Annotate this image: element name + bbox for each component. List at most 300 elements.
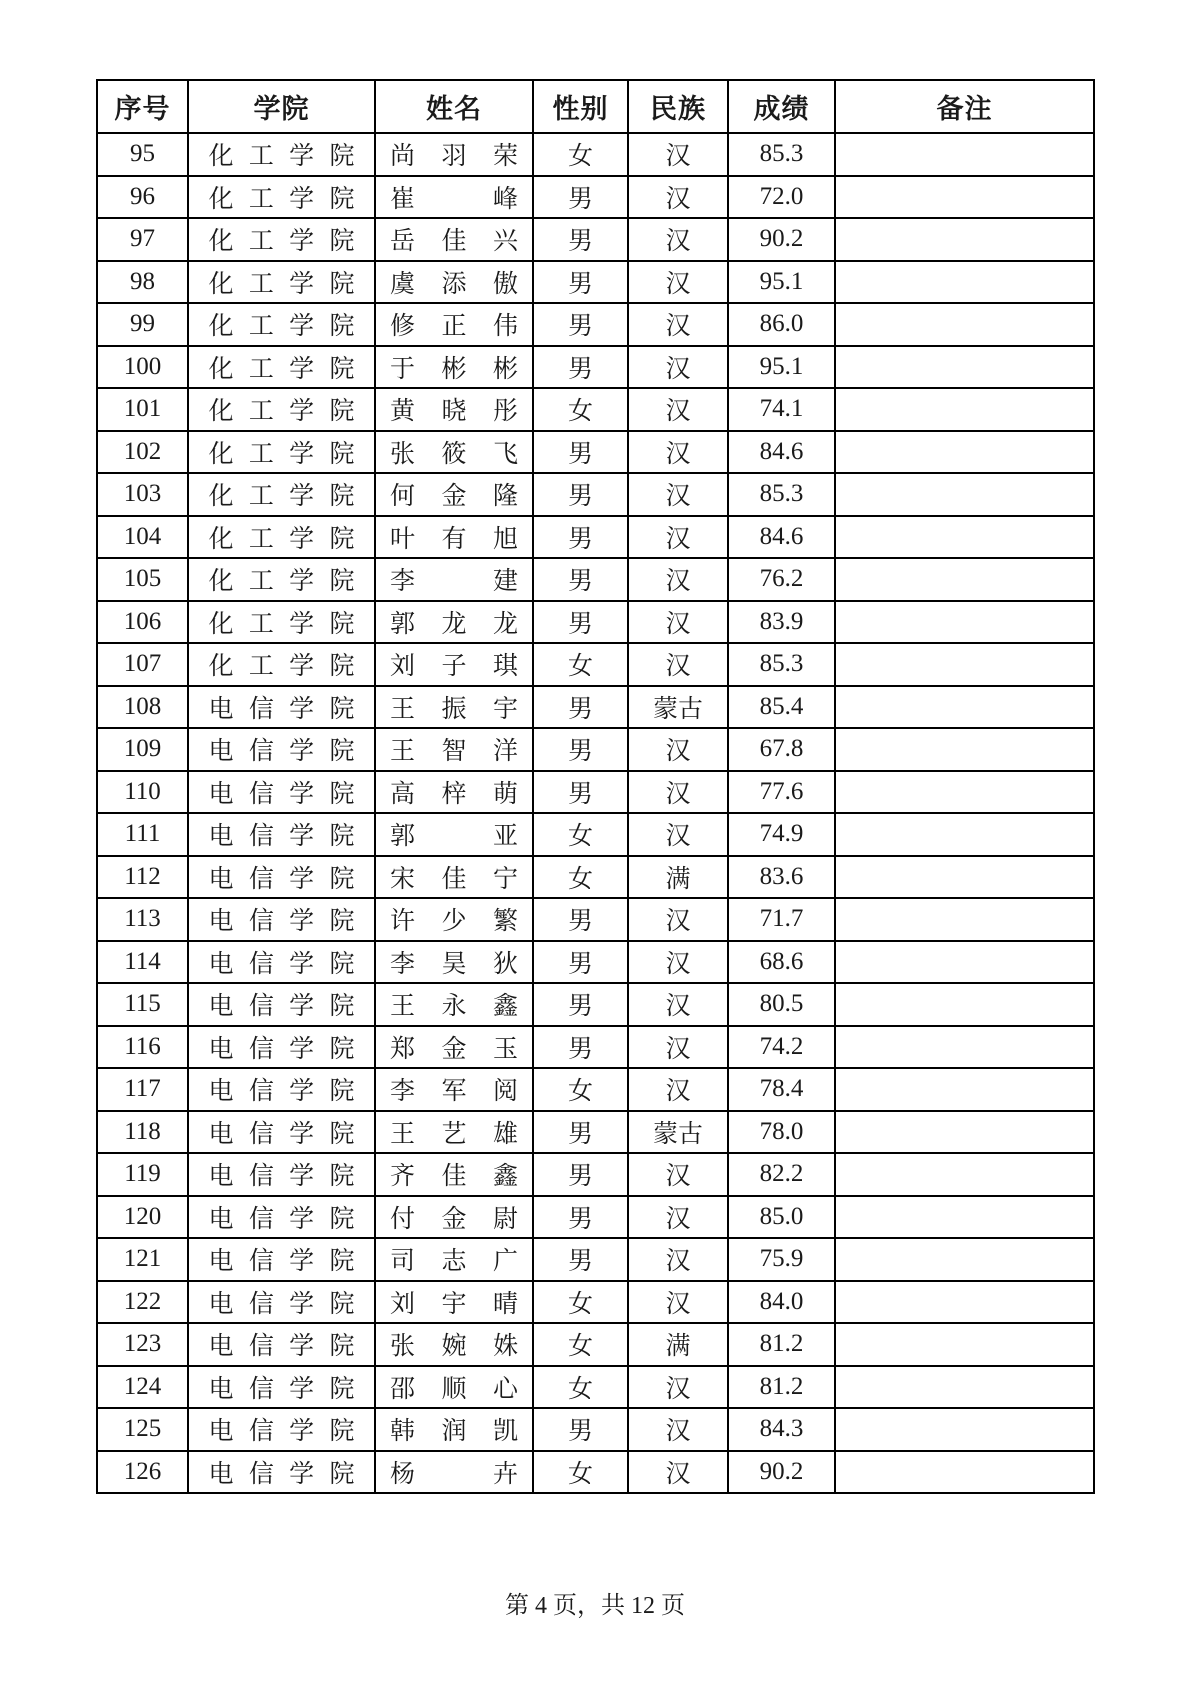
cell-name: [375, 516, 533, 559]
name-text: 韩润凯: [390, 1418, 518, 1446]
cell-ethnicity: 汉: [628, 133, 728, 176]
table-row: [97, 1281, 1094, 1324]
cell-ethnicity: 汉: [628, 941, 728, 984]
cell-gender: 男: [533, 261, 628, 304]
college-text: 电信学院: [208, 908, 355, 936]
college-text: 电信学院: [208, 1078, 355, 1106]
cell-index: 109: [97, 728, 188, 771]
table-row: [97, 1366, 1094, 1409]
table-row: [97, 983, 1094, 1026]
cell-index: 115: [97, 983, 188, 1026]
cell-college: [188, 218, 375, 261]
cell-score: 84.6: [728, 516, 835, 559]
cell-ethnicity: 汉: [628, 558, 728, 601]
cell-remark: [835, 1111, 1094, 1154]
cell-score: 67.8: [728, 728, 835, 771]
college-text: 化工学院: [208, 483, 355, 511]
college-text: 化工学院: [208, 313, 355, 341]
table-row: [97, 1026, 1094, 1069]
cell-college: [188, 1026, 375, 1069]
college-text: 电信学院: [208, 993, 355, 1021]
cell-index: 96: [97, 176, 188, 219]
table-row: [97, 133, 1094, 176]
cell-ethnicity: 汉: [628, 1153, 728, 1196]
cell-remark: [835, 1408, 1094, 1451]
header-cell-ethnicity: 民族: [628, 80, 728, 133]
name-text: 李军阅: [390, 1078, 518, 1106]
cell-name: [375, 983, 533, 1026]
header-cell-name: 姓名: [375, 80, 533, 133]
cell-index: 125: [97, 1408, 188, 1451]
cell-name: [375, 1153, 533, 1196]
table-row: [97, 686, 1094, 729]
cell-remark: [835, 431, 1094, 474]
cell-name: [375, 856, 533, 899]
cell-score: 78.4: [728, 1068, 835, 1111]
college-text: 化工学院: [208, 355, 355, 383]
cell-remark: [835, 473, 1094, 516]
cell-gender: 男: [533, 1111, 628, 1154]
college-text: 电信学院: [208, 865, 355, 893]
cell-remark: [835, 1281, 1094, 1324]
cell-gender: 女: [533, 1451, 628, 1494]
cell-college: [188, 516, 375, 559]
cell-gender: 女: [533, 1281, 628, 1324]
college-text: 电信学院: [208, 1460, 355, 1488]
cell-name: [375, 941, 533, 984]
cell-remark: [835, 643, 1094, 686]
name-text: 郭亚: [390, 823, 518, 851]
cell-college: [188, 601, 375, 644]
name-text: 黄晓彤: [390, 398, 518, 426]
cell-ethnicity: 汉: [628, 431, 728, 474]
cell-index: 122: [97, 1281, 188, 1324]
cell-ethnicity: 汉: [628, 1026, 728, 1069]
cell-score: 95.1: [728, 346, 835, 389]
cell-name: [375, 261, 533, 304]
cell-name: [375, 473, 533, 516]
cell-index: 104: [97, 516, 188, 559]
cell-ethnicity: 汉: [628, 1196, 728, 1239]
college-text: 电信学院: [208, 1290, 355, 1318]
table-row: [97, 1238, 1094, 1281]
cell-name: [375, 813, 533, 856]
cell-remark: [835, 983, 1094, 1026]
cell-name: [375, 686, 533, 729]
cell-remark: [835, 1451, 1094, 1494]
table-row: [97, 898, 1094, 941]
cell-score: 80.5: [728, 983, 835, 1026]
name-text: 虞添傲: [390, 270, 518, 298]
cell-score: 85.0: [728, 1196, 835, 1239]
table-row: [97, 261, 1094, 304]
cell-name: [375, 1281, 533, 1324]
college-text: 电信学院: [208, 1375, 355, 1403]
college-text: 电信学院: [208, 1205, 355, 1233]
name-text: 付金尉: [390, 1205, 518, 1233]
cell-score: 81.2: [728, 1323, 835, 1366]
cell-name: [375, 1323, 533, 1366]
cell-gender: 男: [533, 898, 628, 941]
cell-name: [375, 431, 533, 474]
name-text: 许少繁: [390, 908, 518, 936]
cell-gender: 男: [533, 728, 628, 771]
cell-index: 110: [97, 771, 188, 814]
cell-college: [188, 728, 375, 771]
cell-ethnicity: 汉: [628, 261, 728, 304]
name-text: 王艺雄: [390, 1120, 518, 1148]
college-text: 电信学院: [208, 695, 355, 723]
cell-remark: [835, 941, 1094, 984]
cell-index: 112: [97, 856, 188, 899]
cell-score: 74.9: [728, 813, 835, 856]
cell-score: 75.9: [728, 1238, 835, 1281]
roster-table: [96, 79, 1095, 1494]
cell-gender: 男: [533, 983, 628, 1026]
header-cell-score: 成绩: [728, 80, 835, 133]
name-text: 齐佳鑫: [390, 1163, 518, 1191]
cell-score: 85.4: [728, 686, 835, 729]
college-text: 化工学院: [208, 653, 355, 681]
cell-score: 78.0: [728, 1111, 835, 1154]
cell-index: 116: [97, 1026, 188, 1069]
table-row: [97, 941, 1094, 984]
cell-ethnicity: 汉: [628, 983, 728, 1026]
table-row: [97, 388, 1094, 431]
cell-name: [375, 1068, 533, 1111]
cell-score: 90.2: [728, 1451, 835, 1494]
cell-score: 81.2: [728, 1366, 835, 1409]
name-text: 郭龙龙: [390, 610, 518, 638]
name-text: 高梓萌: [390, 780, 518, 808]
cell-college: [188, 1451, 375, 1494]
cell-index: 124: [97, 1366, 188, 1409]
cell-name: [375, 133, 533, 176]
table-row: [97, 1111, 1094, 1154]
college-text: 电信学院: [208, 1035, 355, 1063]
cell-name: [375, 218, 533, 261]
cell-index: 120: [97, 1196, 188, 1239]
cell-index: 105: [97, 558, 188, 601]
cell-remark: [835, 346, 1094, 389]
cell-index: 114: [97, 941, 188, 984]
cell-ethnicity: 汉: [628, 1408, 728, 1451]
cell-remark: [835, 218, 1094, 261]
cell-remark: [835, 856, 1094, 899]
name-text: 于彬彬: [390, 355, 518, 383]
cell-gender: 男: [533, 516, 628, 559]
table-row: [97, 176, 1094, 219]
table-row: [97, 813, 1094, 856]
cell-remark: [835, 1196, 1094, 1239]
cell-name: [375, 346, 533, 389]
table-row: [97, 601, 1094, 644]
cell-name: [375, 1408, 533, 1451]
cell-remark: [835, 261, 1094, 304]
name-text: 张婉姝: [390, 1333, 518, 1361]
table-row: [97, 1408, 1094, 1451]
cell-score: 72.0: [728, 176, 835, 219]
cell-remark: [835, 558, 1094, 601]
cell-college: [188, 473, 375, 516]
name-text: 尚羽荣: [390, 143, 518, 171]
cell-name: [375, 1238, 533, 1281]
cell-college: [188, 941, 375, 984]
cell-index: 121: [97, 1238, 188, 1281]
cell-gender: 男: [533, 1238, 628, 1281]
cell-college: [188, 1408, 375, 1451]
cell-index: 107: [97, 643, 188, 686]
cell-gender: 男: [533, 1153, 628, 1196]
cell-index: 100: [97, 346, 188, 389]
college-text: 电信学院: [208, 823, 355, 851]
table-row: [97, 303, 1094, 346]
cell-gender: 男: [533, 558, 628, 601]
cell-name: [375, 1111, 533, 1154]
cell-gender: 女: [533, 643, 628, 686]
header-cell-gender: 性别: [533, 80, 628, 133]
cell-gender: 男: [533, 771, 628, 814]
cell-ethnicity: 汉: [628, 1366, 728, 1409]
cell-score: 76.2: [728, 558, 835, 601]
cell-index: 103: [97, 473, 188, 516]
cell-ethnicity: 汉: [628, 813, 728, 856]
cell-college: [188, 856, 375, 899]
cell-gender: 女: [533, 388, 628, 431]
cell-ethnicity: 汉: [628, 1238, 728, 1281]
cell-college: [188, 133, 375, 176]
cell-remark: [835, 686, 1094, 729]
college-text: 电信学院: [208, 1418, 355, 1446]
cell-remark: [835, 133, 1094, 176]
cell-score: 86.0: [728, 303, 835, 346]
header-cell-college: 学院: [188, 80, 375, 133]
cell-ethnicity: 蒙古: [628, 686, 728, 729]
college-text: 化工学院: [208, 185, 355, 213]
name-text: 王振宇: [390, 695, 518, 723]
cell-remark: [835, 1238, 1094, 1281]
name-text: 刘宇晴: [390, 1290, 518, 1318]
cell-index: 97: [97, 218, 188, 261]
cell-college: [188, 261, 375, 304]
name-text: 李建: [390, 568, 518, 596]
table-row: [97, 516, 1094, 559]
college-text: 电信学院: [208, 780, 355, 808]
college-text: 电信学院: [208, 1163, 355, 1191]
cell-ethnicity: 汉: [628, 176, 728, 219]
cell-remark: [835, 601, 1094, 644]
cell-name: [375, 728, 533, 771]
cell-index: 117: [97, 1068, 188, 1111]
cell-name: [375, 1026, 533, 1069]
header-cell-index: 序号: [97, 80, 188, 133]
cell-score: 84.3: [728, 1408, 835, 1451]
cell-index: 123: [97, 1323, 188, 1366]
cell-remark: [835, 1068, 1094, 1111]
cell-gender: 男: [533, 218, 628, 261]
cell-name: [375, 898, 533, 941]
cell-college: [188, 388, 375, 431]
cell-name: [375, 1196, 533, 1239]
name-text: 崔峰: [390, 185, 518, 213]
cell-ethnicity: 汉: [628, 388, 728, 431]
cell-name: [375, 1451, 533, 1494]
cell-remark: [835, 176, 1094, 219]
name-text: 叶有旭: [390, 525, 518, 553]
cell-ethnicity: 汉: [628, 303, 728, 346]
cell-college: [188, 1281, 375, 1324]
cell-college: [188, 1153, 375, 1196]
cell-gender: 男: [533, 1026, 628, 1069]
name-text: 岳佳兴: [390, 228, 518, 256]
college-text: 电信学院: [208, 738, 355, 766]
cell-score: 84.0: [728, 1281, 835, 1324]
cell-gender: 男: [533, 941, 628, 984]
page-footer: 第 4 页，共 12 页: [505, 1593, 685, 1619]
table-body: [97, 133, 1094, 1493]
cell-index: 111: [97, 813, 188, 856]
cell-score: 74.1: [728, 388, 835, 431]
cell-gender: 男: [533, 601, 628, 644]
college-text: 电信学院: [208, 1120, 355, 1148]
cell-index: 98: [97, 261, 188, 304]
cell-gender: 女: [533, 1068, 628, 1111]
cell-college: [188, 558, 375, 601]
cell-college: [188, 431, 375, 474]
college-text: 化工学院: [208, 228, 355, 256]
cell-index: 99: [97, 303, 188, 346]
table-header: [97, 80, 1094, 133]
cell-index: 118: [97, 1111, 188, 1154]
cell-college: [188, 1238, 375, 1281]
cell-gender: 男: [533, 431, 628, 474]
cell-ethnicity: 汉: [628, 218, 728, 261]
cell-index: 102: [97, 431, 188, 474]
cell-gender: 女: [533, 1366, 628, 1409]
cell-score: 85.3: [728, 643, 835, 686]
college-text: 化工学院: [208, 525, 355, 553]
cell-name: [375, 771, 533, 814]
name-text: 司志广: [390, 1248, 518, 1276]
cell-college: [188, 346, 375, 389]
cell-gender: 男: [533, 686, 628, 729]
cell-remark: [835, 388, 1094, 431]
college-text: 化工学院: [208, 398, 355, 426]
college-text: 化工学院: [208, 143, 355, 171]
cell-score: 90.2: [728, 218, 835, 261]
cell-index: 113: [97, 898, 188, 941]
cell-ethnicity: 蒙古: [628, 1111, 728, 1154]
cell-remark: [835, 1026, 1094, 1069]
cell-remark: [835, 771, 1094, 814]
table-row: [97, 1323, 1094, 1366]
cell-college: [188, 898, 375, 941]
table-row: [97, 643, 1094, 686]
college-text: 化工学院: [208, 568, 355, 596]
cell-name: [375, 176, 533, 219]
cell-name: [375, 601, 533, 644]
name-text: 郑金玉: [390, 1035, 518, 1063]
cell-index: 95: [97, 133, 188, 176]
table-row: [97, 728, 1094, 771]
cell-college: [188, 1196, 375, 1239]
cell-college: [188, 1323, 375, 1366]
cell-college: [188, 813, 375, 856]
cell-ethnicity: 汉: [628, 516, 728, 559]
cell-index: 119: [97, 1153, 188, 1196]
cell-name: [375, 388, 533, 431]
cell-score: 85.3: [728, 133, 835, 176]
cell-score: 95.1: [728, 261, 835, 304]
cell-name: [375, 1366, 533, 1409]
college-text: 化工学院: [208, 610, 355, 638]
name-text: 张筱飞: [390, 440, 518, 468]
table-row: [97, 771, 1094, 814]
cell-ethnicity: 汉: [628, 1068, 728, 1111]
cell-name: [375, 558, 533, 601]
table-row: [97, 558, 1094, 601]
table-row: [97, 346, 1094, 389]
cell-index: 108: [97, 686, 188, 729]
cell-ethnicity: 汉: [628, 1451, 728, 1494]
table-row: [97, 1068, 1094, 1111]
cell-score: 74.2: [728, 1026, 835, 1069]
college-text: 电信学院: [208, 1333, 355, 1361]
cell-college: [188, 303, 375, 346]
cell-gender: 男: [533, 303, 628, 346]
cell-ethnicity: 汉: [628, 1281, 728, 1324]
name-text: 杨卉: [390, 1460, 518, 1488]
cell-remark: [835, 728, 1094, 771]
cell-remark: [835, 898, 1094, 941]
cell-gender: 男: [533, 176, 628, 219]
name-text: 修正伟: [390, 313, 518, 341]
cell-college: [188, 1366, 375, 1409]
cell-index: 126: [97, 1451, 188, 1494]
college-text: 化工学院: [208, 440, 355, 468]
cell-ethnicity: 汉: [628, 473, 728, 516]
cell-ethnicity: 汉: [628, 601, 728, 644]
cell-score: 83.9: [728, 601, 835, 644]
cell-score: 71.7: [728, 898, 835, 941]
table-row: [97, 1196, 1094, 1239]
cell-remark: [835, 813, 1094, 856]
cell-college: [188, 1111, 375, 1154]
cell-college: [188, 771, 375, 814]
cell-gender: 女: [533, 856, 628, 899]
cell-gender: 女: [533, 813, 628, 856]
table-row: [97, 473, 1094, 516]
cell-gender: 男: [533, 1408, 628, 1451]
cell-remark: [835, 1323, 1094, 1366]
cell-index: 106: [97, 601, 188, 644]
cell-remark: [835, 1153, 1094, 1196]
name-text: 王永鑫: [390, 993, 518, 1021]
table-row: [97, 856, 1094, 899]
cell-college: [188, 176, 375, 219]
table-row: [97, 218, 1094, 261]
cell-score: 82.2: [728, 1153, 835, 1196]
cell-gender: 女: [533, 133, 628, 176]
name-text: 王智洋: [390, 738, 518, 766]
header-row: [97, 80, 1094, 133]
cell-remark: [835, 303, 1094, 346]
cell-score: 84.6: [728, 431, 835, 474]
cell-gender: 女: [533, 1323, 628, 1366]
cell-index: 101: [97, 388, 188, 431]
cell-name: [375, 643, 533, 686]
cell-ethnicity: 汉: [628, 728, 728, 771]
